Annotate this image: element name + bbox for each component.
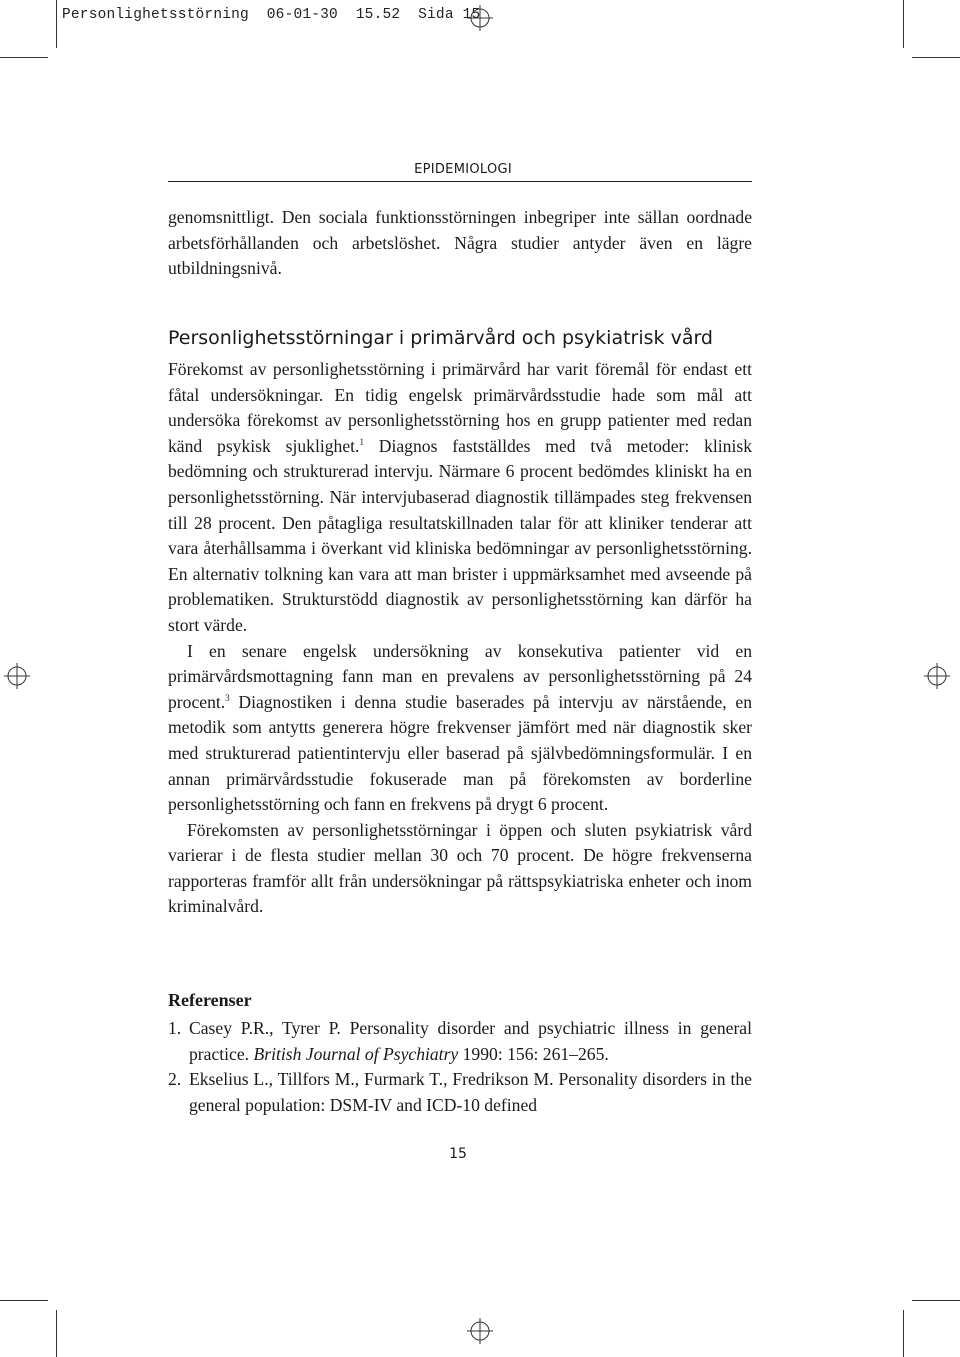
paragraph-2-text-b: Diagnostiken i denna studie baserades på intervju av närstående, en metodik som antytts generera högre frekvenser jämfört med när diagnostik sker med strukturerad patientintervju eller baserad på självbedömningsformulär. I en annan primärvårdsstudie fokuserade man på förekomsten av borderline personlighetsstörning och fann en frekvens på drygt 6 procent.	[168, 691, 752, 815]
registration-mark-left-icon	[4, 663, 30, 689]
footnote-ref-3: 3	[225, 692, 230, 703]
paragraph-3: Förekomsten av personlighetsstörningar i öppen och sluten psykiatrisk vård varierar i de flesta studier mellan 30 och 70 procent. De högre frekvenserna rapporteras framför allt från undersökningar på rättspsykiatriska enheter och inom kriminalvård.	[168, 819, 752, 917]
body-text	[168, 357, 752, 920]
reference-item	[168, 1067, 752, 1118]
paragraph-1	[168, 357, 752, 639]
crop-mark-top-right-vertical	[903, 0, 904, 48]
reference-item	[168, 1016, 752, 1067]
slug-sida-label: Sida	[418, 7, 454, 23]
references-list	[168, 1016, 752, 1118]
reference-number: 1.	[168, 1018, 182, 1038]
printer-slug	[62, 7, 480, 23]
slug-file: Personlighetsstörning	[62, 7, 249, 23]
crop-mark-bottom-left-vertical	[56, 1310, 57, 1357]
intro-paragraph-block	[168, 205, 752, 282]
references-heading: Referenser	[168, 990, 252, 1010]
footnote-ref-1: 1	[359, 436, 364, 447]
crop-mark-top-right-horizontal	[912, 57, 960, 58]
crop-mark-bottom-left-horizontal	[0, 1300, 48, 1301]
slug-sida-num: 15	[462, 7, 481, 23]
running-head-rule	[168, 181, 752, 182]
reference-journal: British Journal of Psychiatry	[253, 1043, 459, 1064]
crop-mark-bottom-right-vertical	[903, 1310, 904, 1357]
reference-authors-title: Casey P.R., Tyrer P. Personality disorder and psychiatric illness in general practice.	[189, 1018, 752, 1064]
crop-mark-top-left-horizontal	[0, 57, 48, 58]
paragraph-1-text-b: Diagnos fastställdes med två metoder: klinisk bedömning och strukturerad intervju. Närmare 6 procent bedömdes kliniskt ha en personlighetsstörning. När intervjubaserad diagnostik tillämpades steg frekvensen till 28 procent. Den påtagliga resultatskillnaden talar för att kliniker tenderar att vara återhållsamma i överkant vid kliniska bedömningar av personlighetsstörning. En alternativ tolkning kan vara att man brister i uppmärksamhet med avseende på problematiken. Strukturstödd diagnostik av personlighetsstörning kan därför ha stort värde.	[168, 435, 752, 635]
registration-mark-right-icon	[924, 663, 950, 689]
reference-volume: 1990: 156: 261–265.	[458, 1043, 609, 1064]
running-head: EPIDEMIOLOGI	[414, 162, 512, 177]
crop-mark-bottom-right-horizontal	[912, 1300, 960, 1301]
section-heading: Personlighetsstörningar i primärvård och psykiatrisk vård	[168, 327, 713, 349]
reference-text	[189, 1016, 752, 1067]
page-number: 15	[449, 1146, 467, 1162]
crop-mark-top-left-vertical	[56, 0, 57, 48]
reference-text	[189, 1067, 752, 1118]
intro-paragraph: genomsnittligt. Den sociala funktionsstörningen inbegriper inte sällan oordnade arbetsförhållanden och arbetslöshet. Några studier antyder även en lägre utbildningsnivå.	[168, 207, 752, 279]
paragraph-2-text-a: I en senare engelsk undersökning av konsekutiva patienter vid en primärvårdsmottagning fann man en prevalens av personlighetsstörning på 24 procent.	[168, 640, 752, 712]
paragraph-1-text-a: Förekomst av personlighetsstörning i primärvård har varit föremål för endast ett fåtal undersökningar. En tidig engelsk primärvårdsstudie hade som mål att undersöka förekomst av personlighetsstörning hos en grupp patienter med redan känd psykisk sjuklighet.	[168, 359, 752, 456]
slug-date: 06-01-30	[266, 7, 338, 23]
registration-mark-top-icon	[467, 5, 493, 31]
slug-time: 15.52	[355, 7, 401, 23]
reference-number: 2.	[168, 1069, 182, 1090]
paragraph-2	[168, 639, 752, 818]
registration-mark-bottom-icon	[467, 1318, 493, 1344]
reference-authors-title: Ekselius L., Tillfors M., Furmark T., Fredrikson M. Personality disorders in the general population: DSM-IV and ICD-10 defined	[189, 1069, 752, 1115]
